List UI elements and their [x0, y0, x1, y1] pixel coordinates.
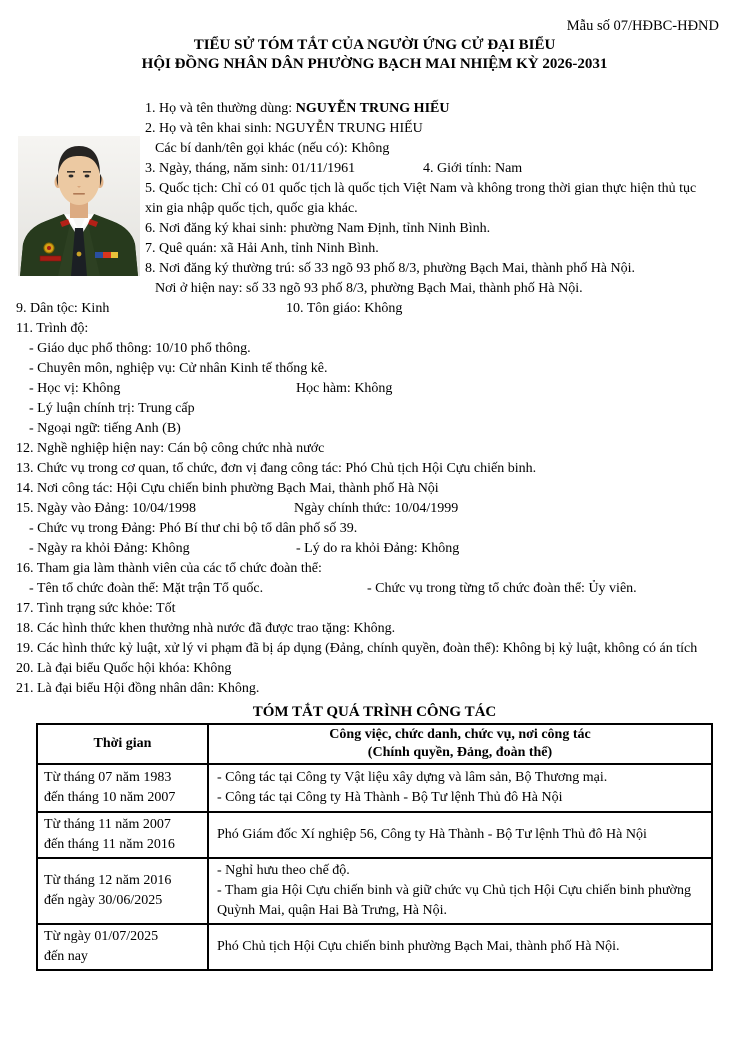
field-birth-registration: 6. Nơi đăng ký khai sinh: phường Nam Định, tỉnh Ninh Bình.	[145, 221, 491, 236]
career-row-1-time-from: Từ tháng 07 năm 1983	[44, 770, 172, 785]
career-row-1-work-line1: - Công tác tại Công ty Vật liệu xây dựng và lâm sản, Bộ Thương mại.	[217, 770, 608, 785]
field-dob: 3. Ngày, tháng, năm sinh: 01/11/1961	[145, 161, 356, 176]
field-general-education: - Giáo dục phổ thông: 10/10 phổ thông.	[29, 341, 251, 356]
career-row-3-work	[208, 858, 712, 924]
items-9-to-21	[16, 299, 733, 699]
field-foreign-language: - Ngoại ngữ: tiếng Anh (B)	[29, 421, 181, 436]
career-row-1-work	[208, 764, 712, 812]
field-national-assembly: 20. Là đại biểu Quốc hội khóa: Không	[16, 661, 232, 676]
personal-info-section	[16, 99, 733, 299]
field-birth-name: 2. Họ và tên khai sinh: NGUYỄN TRUNG HIẾU	[145, 121, 423, 136]
header-work	[208, 724, 712, 764]
career-summary-title: TÓM TẮT QUÁ TRÌNH CÔNG TÁC	[252, 704, 497, 720]
career-row-3-time	[37, 858, 208, 924]
career-row-4-work	[208, 924, 712, 970]
career-row-2	[37, 812, 712, 858]
field-health-status: 17. Tình trạng sức khỏe: Tốt	[16, 601, 176, 616]
field-aliases: Các bí danh/tên gọi khác (nếu có): Không	[155, 141, 390, 156]
field-ethnicity: 9. Dân tộc: Kinh	[16, 301, 110, 316]
career-row-3-time-from: Từ tháng 12 năm 2016	[44, 873, 172, 888]
career-row-4	[37, 924, 712, 970]
career-row-2-time-to: đến tháng 11 năm 2016	[44, 837, 175, 852]
field-party-join-date: 15. Ngày vào Đảng: 10/04/1998	[16, 501, 197, 516]
field-nationality-line2: xin gia nhập quốc tịch, quốc gia khác.	[145, 201, 358, 216]
field-religion: 10. Tôn giáo: Không	[286, 301, 403, 316]
portrait-image-icon	[18, 136, 140, 276]
career-row-1-work-line2: - Công tác tại Công ty Hà Thành - Bộ Tư lệnh Thủ đô Hà Nội	[217, 790, 563, 805]
field-degree: - Học vị: Không	[29, 381, 121, 396]
field-organizations	[16, 579, 733, 599]
field-political-theory: - Lý luận chính trị: Trung cấp	[29, 401, 195, 416]
field-ethnicity-religion	[16, 299, 733, 319]
candidate-photo	[18, 136, 140, 276]
field-awards: 18. Các hình thức khen thưởng nhà nước đã được trao tặng: Không.	[16, 621, 396, 636]
field-dob-gender	[145, 159, 733, 179]
career-row-4-time	[37, 924, 208, 970]
career-row-4-time-from: Từ ngày 01/07/2025	[44, 929, 159, 944]
field-gender: 4. Giới tính: Nam	[423, 161, 523, 176]
career-history-table	[36, 723, 713, 971]
career-row-2-time	[37, 812, 208, 858]
field-organizations-heading: 16. Tham gia làm thành viên của các tổ chức đoàn thể:	[16, 561, 322, 576]
field-academic-title: Học hàm: Không	[296, 381, 393, 396]
field-degree-title	[16, 379, 733, 399]
document-title-line2: HỘI ĐỒNG NHÂN DÂN PHƯỜNG BẠCH MAI NHIỆM KỲ 2026-2031	[141, 56, 608, 72]
field-nationality-line1: 5. Quốc tịch: Chỉ có 01 quốc tịch là quốc tịch Việt Nam và không trong thời gian thực hiện thủ tục	[145, 181, 697, 196]
career-row-3	[37, 858, 712, 924]
field-common-name-label: 1. Họ và tên thường dùng:	[145, 101, 296, 116]
field-peoples-council: 21. Là đại biểu Hội đồng nhân dân: Không.	[16, 681, 260, 696]
field-party-exit-date: - Ngày ra khỏi Đảng: Không	[29, 541, 190, 556]
career-row-1	[37, 764, 712, 812]
field-current-occupation: 12. Nghề nghiệp hiện nay: Cán bộ công chức nhà nước	[16, 441, 325, 456]
field-party-position: - Chức vụ trong Đảng: Phó Bí thư chi bộ tổ dân phố số 39.	[29, 521, 358, 536]
field-current-position: 13. Chức vụ trong cơ quan, tổ chức, đơn vị đang công tác: Phó Chủ tịch Hội Cựu chiến binh.	[16, 461, 537, 476]
career-row-2-work	[208, 812, 712, 858]
career-row-1-time-to: đến tháng 10 năm 2007	[44, 790, 176, 805]
field-common-name-value: NGUYỄN TRUNG HIẾU	[295, 101, 450, 116]
career-row-3-time-to: đến ngày 30/06/2025	[44, 893, 163, 908]
career-row-3-work-line2: - Tham gia Hội Cựu chiến binh và giữ chức vụ Chủ tịch Hội Cựu chiến binh phường Quỳnh Mai, quận Hai Bà Trưng, Hà Nội.	[217, 883, 691, 918]
field-party-exit-reason: - Lý do ra khỏi Đảng: Không	[296, 541, 460, 556]
header-work-line2: (Chính quyền, Đảng, đoàn thể)	[367, 745, 553, 760]
field-party-exit	[16, 539, 733, 559]
career-row-1-time	[37, 764, 208, 812]
career-row-3-work-line1: - Nghỉ hưu theo chế độ.	[217, 863, 350, 878]
career-row-4-time-to: đến nay	[44, 949, 88, 964]
field-professional-education: - Chuyên môn, nghiệp vụ: Cử nhân Kinh tế thống kê.	[29, 361, 328, 376]
career-row-2-time-from: Từ tháng 11 năm 2007	[44, 817, 171, 832]
career-row-4-work-line1: Phó Chủ tịch Hội Cựu chiến binh phường Bạch Mai, thành phố Hà Nội.	[217, 939, 620, 954]
field-organization-name: - Tên tổ chức đoàn thể: Mặt trận Tổ quốc.	[29, 581, 264, 596]
field-permanent-residence: 8. Nơi đăng ký thường trú: số 33 ngõ 93 phố 8/3, phường Bạch Mai, thành phố Hà Nội.	[145, 261, 636, 276]
field-disciplinary: 19. Các hình thức kỷ luật, xử lý vi phạm đã bị áp dụng (Đảng, chính quyền, đoàn thể): Không bị kỷ luật, không có án tích	[16, 641, 698, 656]
field-education-heading: 11. Trình độ:	[16, 321, 89, 336]
field-party-official-date: Ngày chính thức: 10/04/1999	[294, 501, 459, 516]
field-hometown: 7. Quê quán: xã Hải Anh, tỉnh Ninh Bình.	[145, 241, 379, 256]
items-1-to-8	[145, 99, 733, 299]
document-title-line1: TIỂU SỬ TÓM TẮT CỦA NGƯỜI ỨNG CỬ ĐẠI BIỂU	[193, 37, 556, 53]
field-common-name	[145, 99, 733, 119]
career-table-header-row	[37, 724, 712, 764]
field-current-residence: Nơi ở hiện nay: số 33 ngõ 93 phố 8/3, phường Bạch Mai, thành phố Hà Nội.	[155, 281, 583, 296]
header-work-line1: Công việc, chức danh, chức vụ, nơi công tác	[329, 727, 591, 742]
header-time: Thời gian	[37, 724, 208, 764]
field-organization-position: - Chức vụ trong từng tổ chức đoàn thể: Ủy viên.	[367, 581, 637, 596]
career-row-2-work-line1: Phó Giám đốc Xí nghiệp 56, Công ty Hà Thành - Bộ Tư lệnh Thủ đô Hà Nội	[217, 827, 647, 842]
field-party-dates	[16, 499, 733, 519]
form-number: Mẫu số 07/HĐBC-HĐND	[566, 18, 719, 34]
field-workplace: 14. Nơi công tác: Hội Cựu chiến binh phường Bạch Mai, thành phố Hà Nội	[16, 481, 439, 496]
